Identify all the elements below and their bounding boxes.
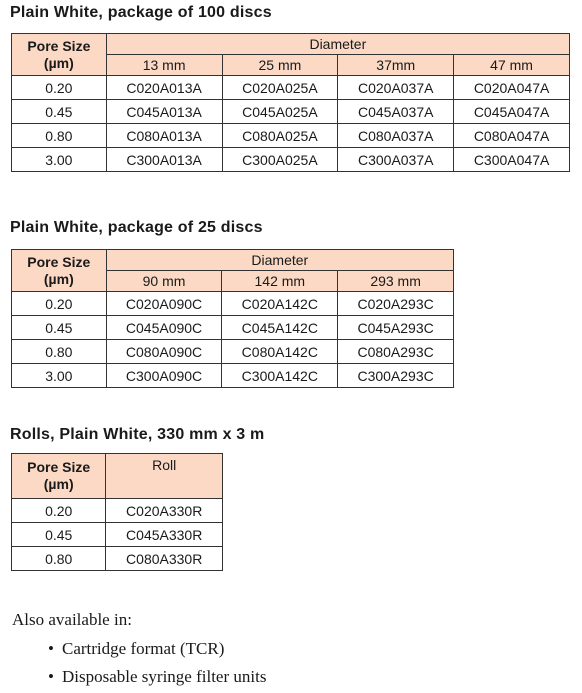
catalog-code-cell: C020A013A: [106, 76, 222, 100]
table-rolls: [11, 453, 223, 571]
diameter-header: Diameter: [106, 250, 453, 271]
catalog-code-cell: C045A013A: [106, 100, 222, 124]
pore-size-cell: 0.80: [12, 547, 106, 571]
table-row: [12, 316, 454, 340]
catalog-code-cell: C045A047A: [454, 100, 570, 124]
section-title-rolls: Rolls, Plain White, 330 mm x 3 m: [10, 426, 265, 443]
catalog-code-cell: C080A037A: [338, 124, 454, 148]
catalog-code-cell: C300A037A: [338, 148, 454, 172]
catalog-code-cell: C080A047A: [454, 124, 570, 148]
pore-size-cell: 0.80: [12, 124, 107, 148]
catalog-code-cell: C020A142C: [222, 292, 338, 316]
pore-size-header: [12, 34, 107, 76]
catalog-code-cell: C300A142C: [222, 364, 338, 388]
table-row: [12, 76, 570, 100]
table-row: [12, 523, 223, 547]
diameter-header: Diameter: [106, 34, 569, 55]
pore-size-cell: 3.00: [12, 148, 107, 172]
pore-size-cell: 0.45: [12, 523, 106, 547]
table-row: [12, 340, 454, 364]
column-header: 47 mm: [454, 55, 570, 76]
pore-size-cell: 0.45: [12, 316, 107, 340]
catalog-code-cell: C020A330R: [106, 499, 223, 523]
pore-size-header-text: Pore Size (µm): [27, 253, 91, 287]
catalog-code-cell: C020A047A: [454, 76, 570, 100]
catalog-code-cell: C020A090C: [106, 292, 222, 316]
table-row: [12, 292, 454, 316]
list-item: • Cartridge format (TCR): [48, 637, 266, 665]
column-header: 25 mm: [222, 55, 338, 76]
table-row: [12, 499, 223, 523]
table-25-discs: [11, 249, 454, 388]
catalog-code-cell: C045A293C: [338, 316, 454, 340]
catalog-code-cell: C300A013A: [106, 148, 222, 172]
pore-size-header-text: Pore Size (µm): [27, 37, 91, 71]
pore-size-cell: 0.45: [12, 100, 107, 124]
catalog-code-cell: C020A037A: [338, 76, 454, 100]
list-item: • Disposable syringe filter units: [48, 665, 266, 693]
pore-size-cell: 0.20: [12, 499, 106, 523]
pore-size-cell: 0.20: [12, 292, 107, 316]
catalog-code-cell: C080A330R: [106, 547, 223, 571]
availability-list: [48, 637, 266, 693]
column-header: 293 mm: [338, 271, 454, 292]
catalog-code-cell: C300A047A: [454, 148, 570, 172]
catalog-code-cell: C080A025A: [222, 124, 338, 148]
catalog-code-cell: C300A293C: [338, 364, 454, 388]
catalog-code-cell: C300A025A: [222, 148, 338, 172]
section-title-25-discs: Plain White, package of 25 discs: [10, 219, 263, 236]
catalog-code-cell: C045A142C: [222, 316, 338, 340]
pore-size-cell: 0.20: [12, 76, 107, 100]
catalog-code-cell: C045A090C: [106, 316, 222, 340]
catalog-code-cell: C080A293C: [338, 340, 454, 364]
pore-size-header: [12, 454, 106, 499]
table-row: [12, 364, 454, 388]
column-header: 142 mm: [222, 271, 338, 292]
table-row: [12, 148, 570, 172]
catalog-code-cell: C080A090C: [106, 340, 222, 364]
catalog-code-cell: C080A013A: [106, 124, 222, 148]
column-header: 90 mm: [106, 271, 222, 292]
catalog-code-cell: C080A142C: [222, 340, 338, 364]
table-row: [12, 547, 223, 571]
roll-header: Roll: [106, 454, 223, 499]
catalog-code-cell: C045A330R: [106, 523, 223, 547]
table-row: [12, 100, 570, 124]
pore-size-header-text: Pore Size (µm): [27, 459, 91, 492]
catalog-code-cell: C045A037A: [338, 100, 454, 124]
catalog-code-cell: C300A090C: [106, 364, 222, 388]
availability-intro: Also available in:: [12, 610, 132, 629]
catalog-code-cell: C020A025A: [222, 76, 338, 100]
pore-size-header: [12, 250, 107, 292]
table-row: [12, 124, 570, 148]
catalog-code-cell: C020A293C: [338, 292, 454, 316]
column-header: 37mm: [338, 55, 454, 76]
pore-size-cell: 3.00: [12, 364, 107, 388]
catalog-code-cell: C045A025A: [222, 100, 338, 124]
column-header: 13 mm: [106, 55, 222, 76]
pore-size-cell: 0.80: [12, 340, 107, 364]
section-title-100-discs: Plain White, package of 100 discs: [10, 4, 272, 21]
table-100-discs: [11, 33, 570, 172]
